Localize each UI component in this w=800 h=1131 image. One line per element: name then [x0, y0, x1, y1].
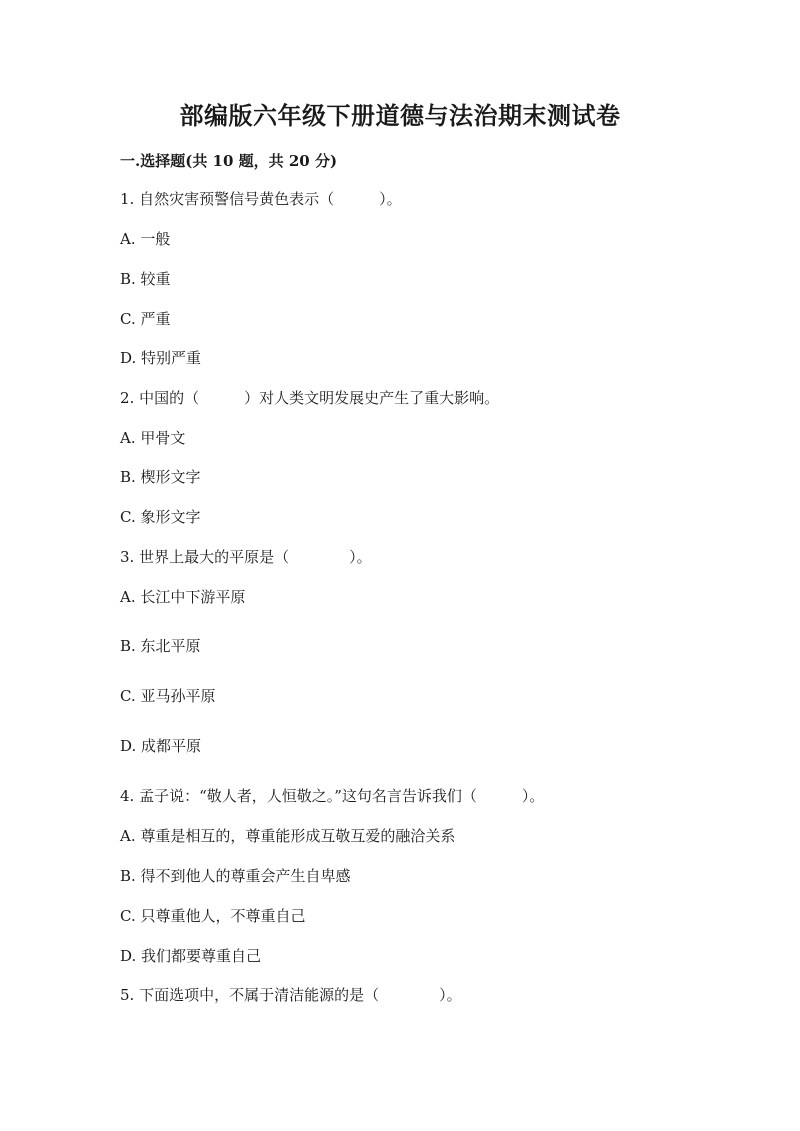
- question-3-option-b: B. 东北平原: [120, 637, 201, 655]
- question-1-option-c: C. 严重: [120, 310, 171, 328]
- section-heading: 一.选择题(共 10 题，共 20 分): [120, 152, 338, 170]
- question-4-option-c: C. 只尊重他人，不尊重自己: [120, 907, 306, 925]
- question-1-option-a: A. 一般: [120, 230, 171, 248]
- question-3-stem: 3. 世界上最大的平原是（ ）。: [120, 548, 372, 566]
- question-3-option-c: C. 亚马孙平原: [120, 687, 216, 705]
- question-2-option-a: A. 甲骨文: [120, 429, 186, 447]
- question-4-option-d: D. 我们都要尊重自己: [120, 947, 262, 965]
- question-1-option-b: B. 较重: [120, 270, 171, 288]
- question-2-option-b: B. 楔形文字: [120, 468, 201, 486]
- document-title: 部编版六年级下册道德与法治期末测试卷: [179, 101, 621, 130]
- question-2-option-c: C. 象形文字: [120, 508, 201, 526]
- question-1-stem: 1. 自然灾害预警信号黄色表示（ ）。: [120, 190, 402, 208]
- question-2-stem: 2. 中国的（ ）对人类文明发展史产生了重大影响。: [120, 389, 500, 407]
- question-4-stem: 4. 孟子说：“敬人者，人恒敬之。”这句名言告诉我们（ ）。: [120, 787, 545, 805]
- question-4-option-a: A. 尊重是相互的，尊重能形成互敬互爱的融洽关系: [120, 827, 456, 845]
- question-3-option-a: A. 长江中下游平原: [120, 588, 246, 606]
- question-3-option-d: D. 成都平原: [120, 737, 202, 755]
- question-1-option-d: D. 特别严重: [120, 349, 202, 367]
- question-5-stem: 5. 下面选项中，不属于清洁能源的是（ ）。: [120, 986, 462, 1004]
- question-4-option-b: B. 得不到他人的尊重会产生自卑感: [120, 867, 351, 885]
